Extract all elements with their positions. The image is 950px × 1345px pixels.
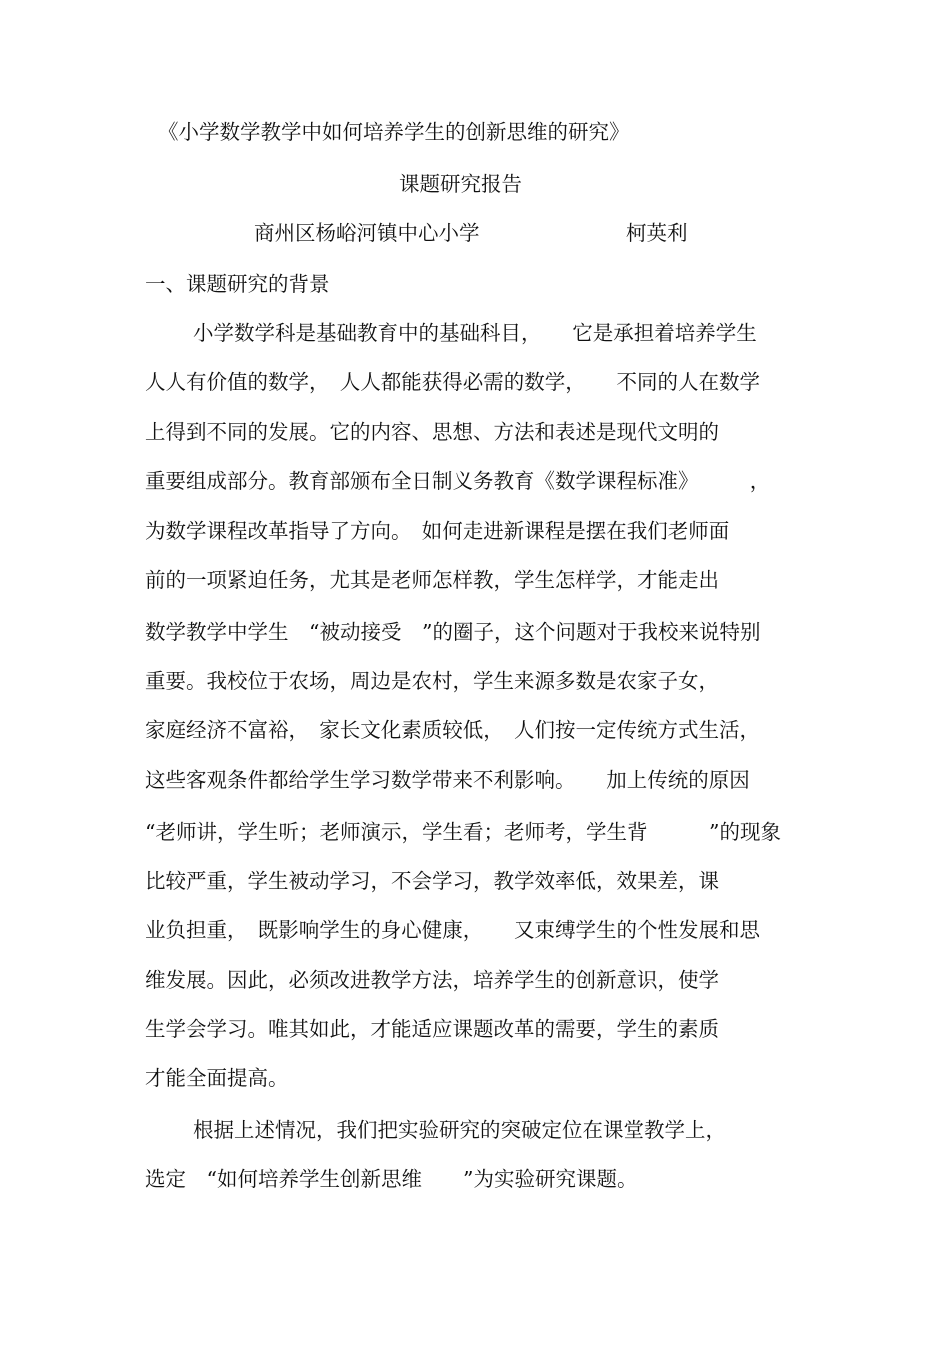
author-name: 柯英利 — [626, 221, 688, 245]
body-line: 人人有价值的数学， 人人都能获得必需的数学， 不同的人在数学 — [145, 370, 760, 394]
body-line: 重要。我校位于农场，周边是农村，学生来源多数是农家子女， — [145, 669, 719, 693]
body-line: 才能全面提高。 — [145, 1066, 289, 1090]
body-line: 维发展。因此，必须改进教学方法，培养学生的创新意识，使学 — [145, 968, 719, 992]
body-line: 比较严重，学生被动学习，不会学习，教学效率低，效果差，课 — [145, 869, 719, 893]
document-title: 《小学数学教学中如何培养学生的创新思维的研究》 — [158, 120, 630, 144]
body-line: 重要组成部分。教育部颁布全日制义务教育《数学课程标准》 ， — [145, 469, 771, 493]
body-line: “老师讲，学生听；老师演示，学生看；老师考，学生背 ”的现象 — [145, 820, 781, 844]
body-line: 这些客观条件都给学生学习数学带来不利影响。 加上传统的原因 — [145, 768, 750, 792]
body-line: 生学会学习。唯其如此，才能适应课题改革的需要，学生的素质 — [145, 1017, 719, 1041]
body-line: 业负担重， 既影响学生的身心健康， 又束缚学生的个性发展和思 — [145, 918, 760, 942]
body-line: 选定 “如何培养学生创新思维 ”为实验研究课题。 — [145, 1167, 638, 1191]
body-line: 家庭经济不富裕， 家长文化素质较低， 人们按一定传统方式生活， — [145, 718, 760, 742]
body-line: 数学教学中学生 “被动接受 ”的圈子，这个问题对于我校来说特别 — [145, 620, 761, 644]
body-line: 为数学课程改革指导了方向。 如何走进新课程是摆在我们老师面 — [145, 519, 730, 543]
body-line: 根据上述情况，我们把实验研究的突破定位在课堂教学上， — [193, 1118, 726, 1142]
school-name: 商州区杨峪河镇中心小学 — [254, 221, 480, 245]
document-subtitle: 课题研究报告 — [399, 172, 522, 196]
body-line: 小学数学科是基础教育中的基础科目， 它是承担着培养学生 — [193, 321, 757, 345]
body-line: 前的一项紧迫任务，尤其是老师怎样教，学生怎样学，才能走出 — [145, 568, 719, 592]
body-line: 上得到不同的发展。它的内容、思想、方法和表述是现代文明的 — [145, 420, 719, 444]
section-heading: 一、课题研究的背景 — [145, 272, 330, 296]
